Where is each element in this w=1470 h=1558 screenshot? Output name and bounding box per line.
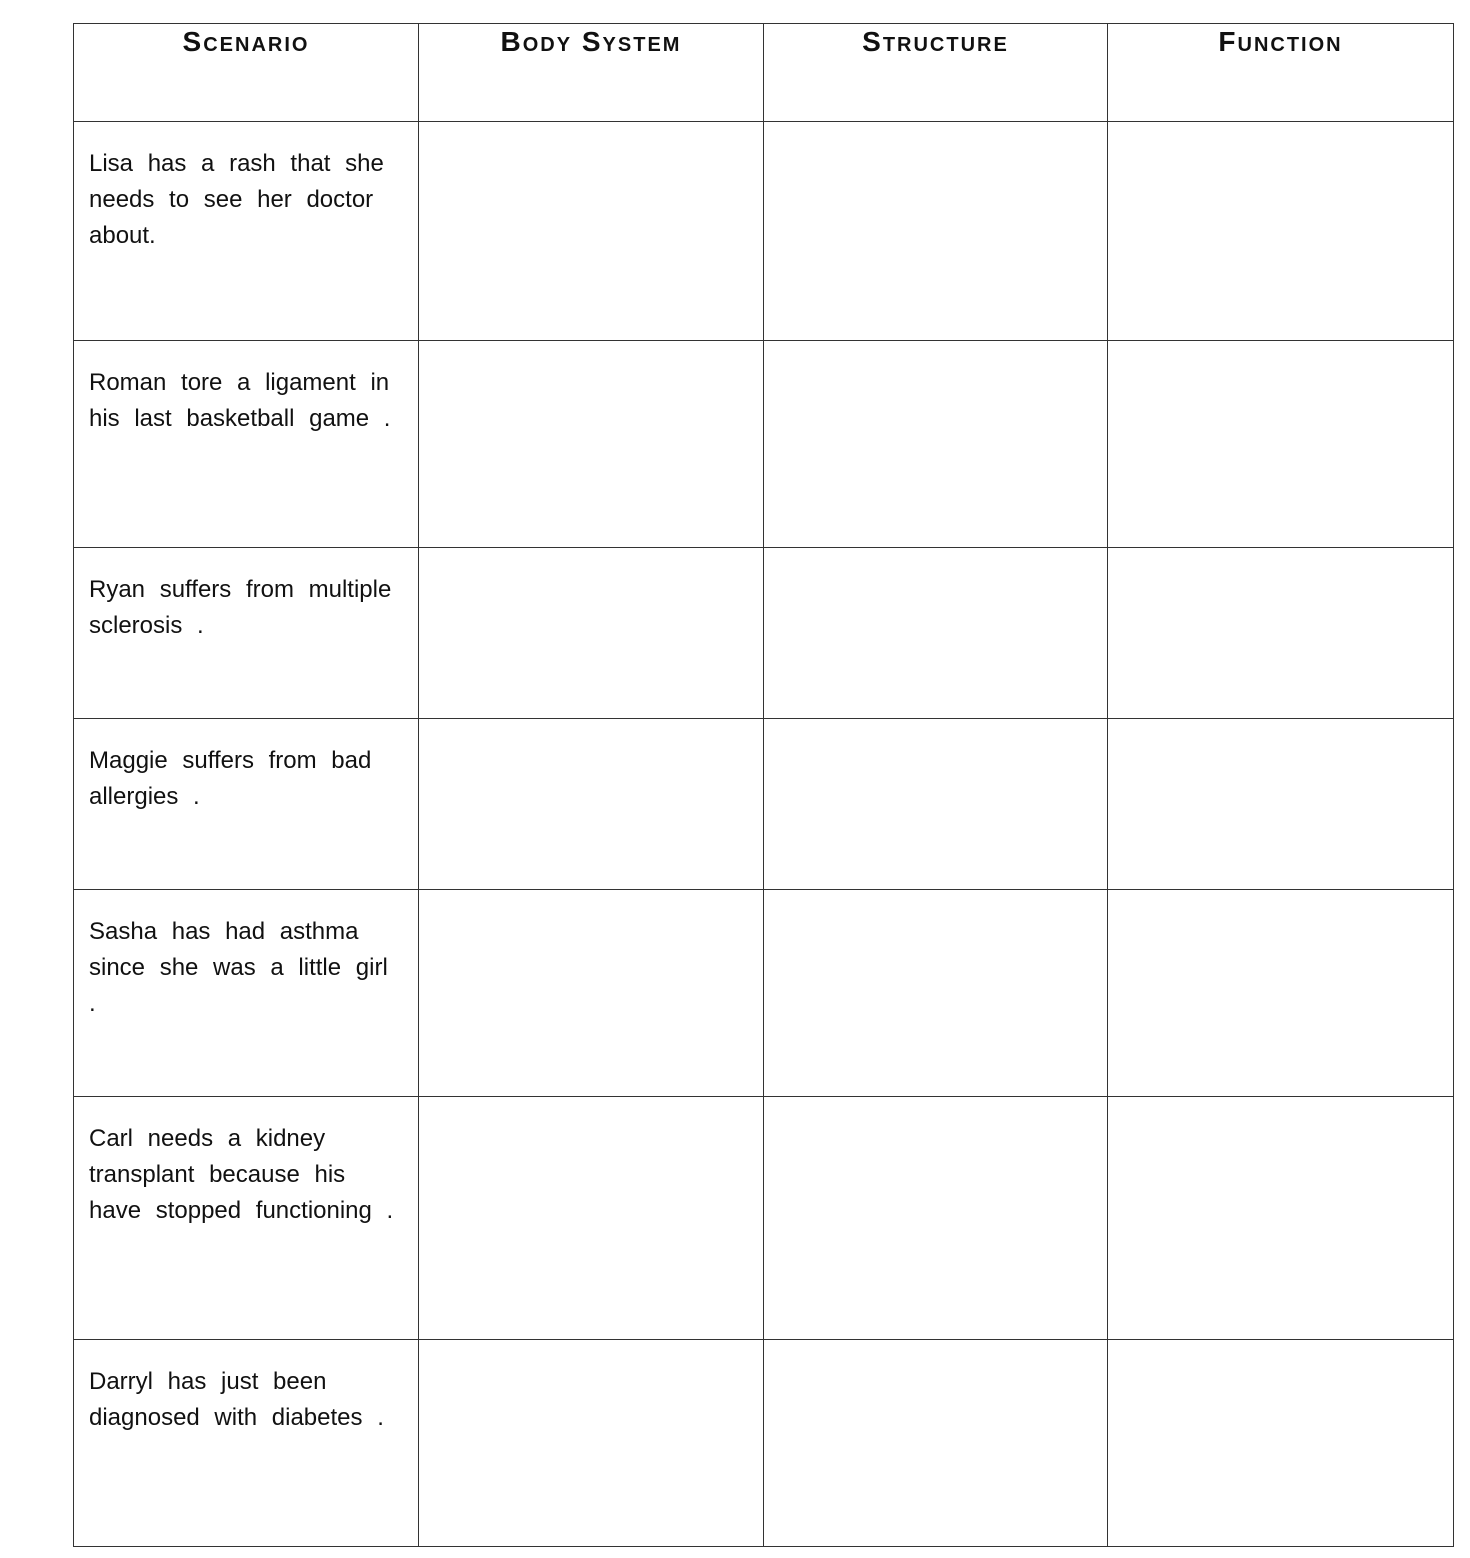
scenario-cell — [74, 890, 419, 1097]
function-cell[interactable] — [1108, 890, 1454, 1097]
table-row — [74, 1340, 1454, 1547]
function-cell[interactable] — [1108, 122, 1454, 341]
header-body-system: Body System — [419, 24, 764, 122]
header-structure: Structure — [764, 24, 1108, 122]
structure-cell[interactable] — [764, 719, 1108, 890]
body-system-cell[interactable] — [419, 890, 764, 1097]
scenario-text: Carl needs a kidney transplant because his have stopped functioning . — [89, 1125, 394, 1224]
structure-cell[interactable] — [764, 1097, 1108, 1340]
body-system-cell[interactable] — [419, 122, 764, 341]
scenario-cell — [74, 341, 419, 548]
table-row — [74, 341, 1454, 548]
function-cell[interactable] — [1108, 548, 1454, 719]
header-scenario: Scenario — [74, 24, 419, 122]
table-row — [74, 1097, 1454, 1340]
structure-cell[interactable] — [764, 548, 1108, 719]
header-row — [74, 24, 1454, 122]
body-systems-worksheet-table — [73, 23, 1454, 1547]
structure-cell[interactable] — [764, 341, 1108, 548]
scenario-text: Lisa has a rash that she needs to see her doctor about. — [89, 150, 384, 249]
scenario-cell — [74, 1340, 419, 1547]
scenario-text: Maggie suffers from bad allergies . — [89, 747, 372, 810]
scenario-cell — [74, 122, 419, 341]
scenario-cell — [74, 548, 419, 719]
function-cell[interactable] — [1108, 719, 1454, 890]
table-row — [74, 122, 1454, 341]
scenario-text: Ryan suffers from multiple sclerosis . — [89, 576, 392, 639]
scenario-text: Darryl has just been diagnosed with diabetes . — [89, 1368, 384, 1431]
body-system-cell[interactable] — [419, 548, 764, 719]
header-function: Function — [1108, 24, 1454, 122]
scenario-cell — [74, 719, 419, 890]
scenario-cell — [74, 1097, 419, 1340]
body-system-cell[interactable] — [419, 341, 764, 548]
body-system-cell[interactable] — [419, 1097, 764, 1340]
function-cell[interactable] — [1108, 341, 1454, 548]
table-row — [74, 548, 1454, 719]
table-row — [74, 890, 1454, 1097]
structure-cell[interactable] — [764, 122, 1108, 341]
structure-cell[interactable] — [764, 890, 1108, 1097]
table-row — [74, 719, 1454, 890]
function-cell[interactable] — [1108, 1340, 1454, 1547]
body-system-cell[interactable] — [419, 719, 764, 890]
scenario-text: Sasha has had asthma since she was a little girl . — [89, 918, 388, 1017]
body-system-cell[interactable] — [419, 1340, 764, 1547]
function-cell[interactable] — [1108, 1097, 1454, 1340]
scenario-text: Roman tore a ligament in his last basketball game . — [89, 369, 391, 432]
structure-cell[interactable] — [764, 1340, 1108, 1547]
